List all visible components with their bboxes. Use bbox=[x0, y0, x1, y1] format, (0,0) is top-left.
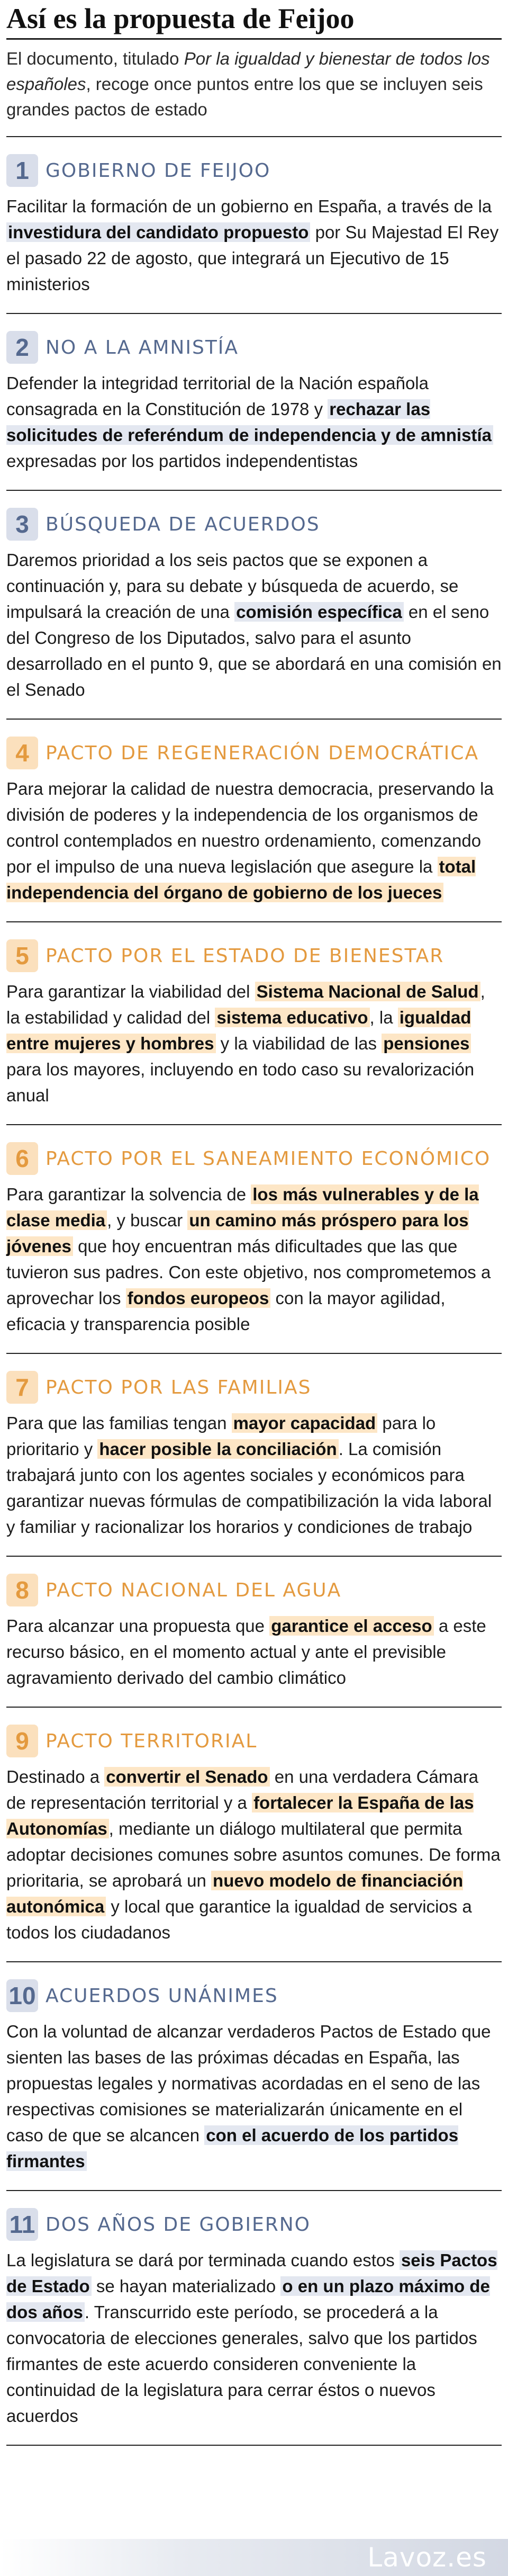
point-header bbox=[6, 153, 502, 188]
point-body bbox=[6, 2018, 502, 2174]
point-body bbox=[6, 370, 502, 474]
footer-bar bbox=[0, 2539, 508, 2576]
point-header bbox=[6, 735, 502, 770]
highlighted-text: mayor capacidad bbox=[232, 1413, 378, 1433]
highlighted-text: sistema educativo bbox=[215, 1008, 369, 1027]
point-number-badge: 8 bbox=[6, 1574, 38, 1606]
point-body bbox=[6, 1764, 502, 1945]
point-item bbox=[6, 2191, 502, 2446]
highlighted-text: o en un plazo máximo de dos años bbox=[6, 2276, 490, 2322]
point-header bbox=[6, 938, 502, 973]
highlighted-text: garantice el acceso bbox=[269, 1616, 434, 1636]
body-text: en el seno del Congreso de los Diputados, salvo para el asunto desarrollado en el punto 9, que se abordará en una comisión en el Senado bbox=[6, 602, 502, 699]
highlighted-text: convertir el Senado bbox=[104, 1767, 269, 1787]
point-header bbox=[6, 330, 502, 365]
highlighted-text: fondos europeos bbox=[126, 1288, 271, 1308]
body-text: a este recurso básico, en el momento actual y ante el previsible agravamiento derivado del cambio climático bbox=[6, 1616, 486, 1688]
body-text: Para alcanzar una propuesta que bbox=[6, 1616, 270, 1636]
point-heading: DOS AÑOS DE GOBIERNO bbox=[46, 2213, 311, 2236]
point-header bbox=[6, 1370, 502, 1405]
point-number-badge: 10 bbox=[6, 1979, 38, 2012]
point-item bbox=[6, 720, 502, 922]
intro-before: El documento, titulado bbox=[6, 49, 184, 68]
body-text: , mediante un diálogo multilateral que permita adoptar decisiones comunes sobre asuntos comunes. De forma prioritaria, se aprobará un bbox=[6, 1819, 501, 1890]
body-text: Para garantizar la viabilidad del bbox=[6, 982, 255, 1001]
highlighted-text: rechazar las solicitudes de referéndum de independencia y de amnistía bbox=[6, 399, 493, 445]
point-heading: PACTO NACIONAL DEL AGUA bbox=[46, 1579, 342, 1601]
point-body bbox=[6, 193, 502, 297]
point-item bbox=[6, 1708, 502, 1962]
body-text: , la estabilidad y calidad del bbox=[6, 982, 485, 1027]
body-text: Para que las familias tengan bbox=[6, 1413, 232, 1433]
point-body bbox=[6, 1181, 502, 1337]
body-text: . Transcurrido este período, se procederá a la convocatoria de elecciones generales, salvo que los partidos firmantes de este acuerdo consideren conveniente la continuidad de la legislatura para cerrar éstos o nuevos acuerdos bbox=[6, 2302, 477, 2426]
highlighted-text: pensiones bbox=[382, 1034, 471, 1053]
point-body bbox=[6, 776, 502, 905]
point-heading: PACTO POR LAS FAMILIAS bbox=[46, 1376, 312, 1398]
point-item bbox=[6, 137, 502, 314]
point-number-badge: 3 bbox=[6, 508, 38, 541]
point-header bbox=[6, 2207, 502, 2242]
highlighted-text: con el acuerdo de los partidos firmantes bbox=[6, 2125, 459, 2171]
point-item bbox=[6, 922, 502, 1125]
highlighted-text: total independencia del órgano de gobierno de los jueces bbox=[6, 857, 476, 902]
body-text: para lo prioritario y bbox=[6, 1413, 436, 1459]
intro-after: , recoge once puntos entre los que se incluyen seis grandes pactos de estado bbox=[6, 74, 483, 119]
body-text: expresadas por los partidos independentistas bbox=[6, 451, 358, 471]
highlighted-text: nuevo modelo de financiación autonómica bbox=[6, 1871, 464, 1916]
point-body bbox=[6, 1410, 502, 1540]
body-text: . La comisión trabajará junto con los agentes sociales y económicos para garantizar nuevas fórmulas de compatibilización la vida laboral y familiar y racionalizar los horarios y condiciones de trabajo bbox=[6, 1439, 492, 1537]
point-heading: PACTO TERRITORIAL bbox=[46, 1730, 258, 1752]
point-header bbox=[6, 507, 502, 542]
highlighted-text: igualdad entre mujeres y hombres bbox=[6, 1008, 471, 1053]
highlighted-text: Sistema Nacional de Salud bbox=[255, 982, 480, 1001]
point-number-badge: 5 bbox=[6, 939, 38, 972]
point-header bbox=[6, 1141, 502, 1176]
body-text: Defender la integridad territorial de la Nación española consagrada en la Constitución de 1978 y bbox=[6, 373, 429, 419]
highlighted-text: seis Pactos de Estado bbox=[6, 2250, 497, 2296]
body-text: , la bbox=[369, 1008, 398, 1027]
body-text: en una verdadera Cámara de representación territorial y a bbox=[6, 1767, 478, 1812]
point-header bbox=[6, 1724, 502, 1758]
point-heading: GOBIERNO DE FEIJOO bbox=[46, 159, 271, 182]
point-header bbox=[6, 1573, 502, 1608]
body-text: Para mejorar la calidad de nuestra democracia, preservando la división de poderes y la independencia de los organismos de control contemplados en nuestro ordenamiento, comenzando por el impulso de una nueva legislación que asegure la bbox=[6, 779, 494, 876]
point-item bbox=[6, 1557, 502, 1708]
point-item bbox=[6, 1354, 502, 1557]
body-text: , y buscar bbox=[107, 1210, 188, 1230]
point-number-badge: 4 bbox=[6, 737, 38, 769]
body-text: Facilitar la formación de un gobierno en España, a través de la bbox=[6, 196, 492, 216]
point-number-badge: 9 bbox=[6, 1725, 38, 1757]
point-number-badge: 6 bbox=[6, 1142, 38, 1175]
point-number-badge: 7 bbox=[6, 1371, 38, 1404]
point-heading: BÚSQUEDA DE ACUERDOS bbox=[46, 513, 320, 535]
page-title: Así es la propuesta de Feijoo bbox=[6, 2, 502, 40]
point-number-badge: 2 bbox=[6, 331, 38, 364]
point-item bbox=[6, 1962, 502, 2191]
point-body bbox=[6, 547, 502, 703]
body-text: Daremos prioridad a los seis pactos que se exponen a continuación y, para su debate y búsqueda de acuerdo, se impulsará la creación de una bbox=[6, 550, 459, 622]
intro-text bbox=[6, 46, 502, 137]
body-text: La legislatura se dará por terminada cuando estos bbox=[6, 2250, 400, 2270]
points-list bbox=[6, 137, 502, 2446]
body-text: y local que garantice la igualdad de servicios a todos los ciudadanos bbox=[6, 1897, 472, 1942]
highlighted-text: los más vulnerables y de la clase media bbox=[6, 1184, 479, 1230]
intro-doc-title: Por la igualdad y bienestar de todos los españoles bbox=[6, 49, 490, 94]
body-text: Destinado a bbox=[6, 1767, 105, 1787]
body-text: Para garantizar la solvencia de bbox=[6, 1184, 251, 1204]
body-text: y la viabilidad de las bbox=[215, 1034, 382, 1053]
highlighted-text: hacer posible la conciliación bbox=[97, 1439, 338, 1459]
body-text: se hayan materializado bbox=[91, 2276, 281, 2296]
highlighted-text: fortalecer la España de las Autonomías bbox=[6, 1793, 474, 1838]
point-heading: PACTO DE REGENERACIÓN DEMOCRÁTICA bbox=[46, 742, 479, 764]
point-item bbox=[6, 491, 502, 720]
infographic bbox=[0, 2, 508, 2576]
point-header bbox=[6, 1978, 502, 2013]
body-text: por Su Majestad El Rey el pasado 22 de agosto, que integrará un Ejecutivo de 15 ministerios bbox=[6, 222, 499, 294]
point-body bbox=[6, 2247, 502, 2429]
body-text: para los mayores, incluyendo en todo caso su revalorización anual bbox=[6, 1060, 475, 1105]
brand-logo: Lavoz.es bbox=[367, 2542, 487, 2573]
body-text: con la mayor agilidad, eficacia y transparencia posible bbox=[6, 1288, 446, 1334]
point-item bbox=[6, 314, 502, 491]
point-heading: PACTO POR EL ESTADO DE BIENESTAR bbox=[46, 945, 444, 967]
body-text: que hoy encuentran más dificultades que las que tuvieron sus padres. Con este objetivo, nos comprometemos a aprovechar los bbox=[6, 1236, 491, 1308]
point-body bbox=[6, 1613, 502, 1691]
highlighted-text: investidura del candidato propuesto bbox=[6, 222, 310, 242]
point-number-badge: 11 bbox=[6, 2208, 38, 2241]
point-body bbox=[6, 979, 502, 1108]
highlighted-text: comisión específica bbox=[234, 602, 404, 622]
point-heading: ACUERDOS UNÁNIMES bbox=[46, 1985, 278, 2007]
point-item bbox=[6, 1125, 502, 1354]
highlighted-text: un camino más próspero para los jóvenes bbox=[6, 1210, 469, 1256]
point-number-badge: 1 bbox=[6, 154, 38, 187]
point-heading: NO A LA AMNISTÍA bbox=[46, 336, 239, 358]
point-heading: PACTO POR EL SANEAMIENTO ECONÓMICO bbox=[46, 1147, 491, 1170]
body-text: Con la voluntad de alcanzar verdaderos Pactos de Estado que sienten las bases de las próximas décadas en España, las propuestas legales y normativas acordadas en el seno de las respectivas comisiones se materializarán únicamente en el caso de que se alcancen bbox=[6, 2022, 491, 2145]
